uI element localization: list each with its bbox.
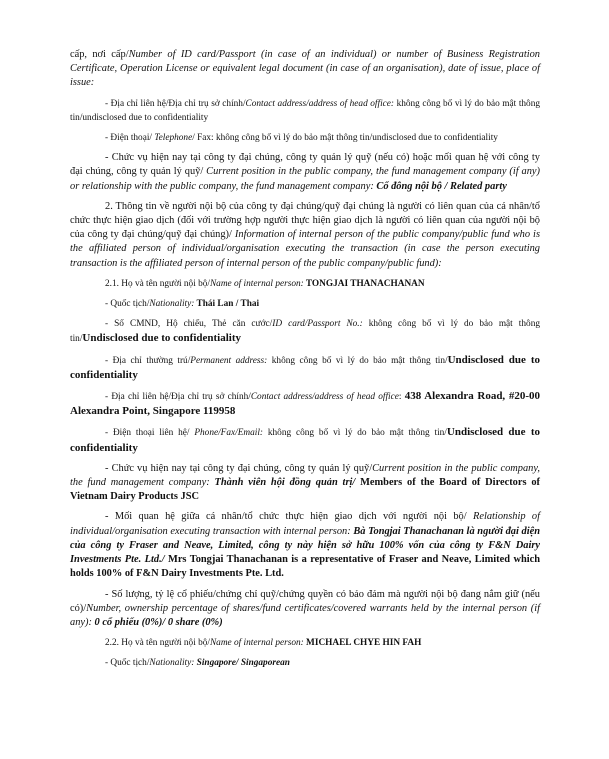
para-phone-fax-email <box>70 425 540 455</box>
section-2-1-name <box>70 277 540 291</box>
para-head-office <box>70 389 540 419</box>
para-phone-fax-email-en: Phone/Fax/Email: <box>194 428 264 439</box>
para-nationality-2-value: Singapore/ Singaporean <box>194 658 290 669</box>
para-head-office-vi: - Địa chỉ liên hệ/Địa chỉ trụ sở chính/ <box>105 392 251 403</box>
para-relationship-value-vi: Bà Tongjai Thanachanan là người đại diện của công ty Fraser and Neave, Limited, công ty này hiện sở hữu 100% vốn của công ty F&N Dairy Investments Pte. Ltd./ <box>70 525 540 566</box>
section-2-2-name-value: MICHAEL CHYE HIN FAH <box>303 638 422 649</box>
para-internal-position-vi: - Chức vụ hiện nay tại công ty đại chúng, công ty quản lý quỹ/ <box>105 462 373 474</box>
para-nationality-1 <box>70 297 540 311</box>
para-id-number-vi: - Số CMND, Hộ chiếu, Thẻ căn cước/ <box>105 319 273 330</box>
para-shareholding-en: Number, ownership percentage of shares/fund certificates/covered warrants held by the internal person (if any): <box>70 602 540 628</box>
para-id-number-en: ID card/Passport No.: <box>272 319 363 330</box>
para-id-document-vi: cấp, nơi cấp/ <box>70 49 129 60</box>
section-2-1-name-en: Name of internal person: <box>209 278 304 289</box>
para-id-document-en: Number of ID card/Passport (in case of an individual) or number of Business Registration Certificate, Operation License or equivalent legal document (in case of an organisation), date of issue, place of issue: <box>70 49 540 89</box>
para-nationality-1-value: Thái Lan / Thai <box>194 299 260 310</box>
para-telephone <box>70 131 540 145</box>
para-nationality-1-en: Nationality: <box>149 299 195 310</box>
para-shareholding-value: 0 cổ phiếu (0%)/ 0 share (0%) <box>94 616 223 628</box>
para-id-number-value-en: Undisclosed due to confidentiality <box>82 332 242 345</box>
para-telephone-en: Telephone <box>154 133 193 144</box>
para-nationality-1-vi: - Quốc tịch/ <box>105 299 150 310</box>
para-permanent-address-value: không công bố vì lý do bảo mật thông tin/ <box>267 355 448 366</box>
para-nationality-2-en: Nationality: <box>149 658 195 669</box>
para-relationship-value-en: Mrs Tongjai Thanachanan is a representative of Fraser and Neave, Limited which holds 100% of F&N Dairy Investments Pte. Ltd. <box>70 554 541 580</box>
para-id-document <box>70 48 540 91</box>
para-phone-fax-email-value-en: Undisclosed due to confidentiality <box>70 426 540 454</box>
para-internal-position <box>70 462 540 505</box>
para-phone-fax-email-vi: - Điện thoại liên hệ/ <box>105 428 195 439</box>
para-shareholding <box>70 588 540 631</box>
para-permanent-address-vi: - Địa chỉ thường trú/ <box>105 355 191 366</box>
para-current-position-vi: - Chức vụ hiện nay tại công ty đại chúng, công ty quản lý quỹ (nếu có) hoặc mối quan hệ với công ty đại chúng, công ty quản lý quỹ/ <box>70 152 540 178</box>
para-permanent-address <box>70 353 540 383</box>
para-permanent-address-value-en: Undisclosed due to confidentiality <box>70 353 540 381</box>
section-2-1-name-vi: 2.1. Họ và tên người nội bộ/ <box>105 278 210 289</box>
para-nationality-2 <box>70 656 540 670</box>
section-2-intro-en: Information of internal person of the public company/public fund who is the affiliated person of individual/organisation executing the transaction (in case the person executing transaction is the affiliated person of internal person of the public company/public fund): <box>70 229 540 269</box>
section-2-2-name <box>70 636 540 650</box>
para-current-position-en: Current position in the public company, the fund management company (if any) or relationship with the public company, the fund management company: <box>70 166 541 192</box>
para-head-office-sep: : <box>398 392 405 403</box>
para-internal-position-en: Current position in the public company, the fund management company: <box>70 462 540 489</box>
para-internal-position-value-vi: Thành viên hội đồng quản trị/ <box>209 477 356 489</box>
section-2-intro <box>70 200 540 271</box>
para-internal-position-value-en: Members of the Board of Directors of Vietnam Dairy Products JSC <box>70 477 540 503</box>
para-current-position-value: Cổ đông nội bộ / Related party <box>376 180 507 192</box>
para-contact-address <box>70 97 540 125</box>
para-contact-address-value: không công bố vì lý do bảo mật thông tin/undisclosed due to confidentiality <box>70 98 540 123</box>
para-telephone-vi: - Điện thoại/ <box>105 133 155 144</box>
para-relationship-en: Relationship of individual/organisation executing transaction with internal person: <box>70 511 540 537</box>
para-permanent-address-en: Permanent address: <box>190 355 268 366</box>
para-contact-address-vi: - Địa chỉ liên hệ/Địa chỉ trụ sở chính/ <box>105 98 246 109</box>
para-phone-fax-email-value: không công bố vì lý do bảo mật thông tin/ <box>263 428 447 439</box>
section-2-2-name-en: Name of internal person: <box>209 638 304 649</box>
para-relationship <box>70 510 540 581</box>
section-2-intro-vi: 2. Thông tin về người nội bộ của công ty đại chúng/quỹ đại chúng là người có liên quan của cá nhân/tổ chức thực hiện giao dịch (đối với trường hợp người thực hiện giao dịch là người có liên quan của người nội bộ của công ty đại chúng/quỹ đại chúng)/ <box>70 200 540 241</box>
para-head-office-value: 438 Alexandra Road, #20-00 Alexandra Point, Singapore 119958 <box>70 390 540 418</box>
section-2-2-name-vi: 2.2. Họ và tên người nội bộ/ <box>105 638 210 649</box>
para-head-office-en: Contact address/address of head office <box>250 392 399 403</box>
para-nationality-2-vi: - Quốc tịch/ <box>105 658 150 669</box>
para-current-position <box>70 151 540 194</box>
para-shareholding-vi: - Số lượng, tỷ lệ cổ phiếu/chứng chỉ quỹ/chứng quyền có bảo đảm mà người nội bộ đang nắm giữ (nếu có)/ <box>70 588 540 614</box>
para-telephone-value: / Fax: không công bố vì lý do bảo mật thông tin/undisclosed due to confidentiality <box>192 133 498 144</box>
para-id-number <box>70 317 540 346</box>
section-2-1-name-value: TONGJAI THANACHANAN <box>303 278 425 289</box>
para-relationship-vi: - Mối quan hệ giữa cá nhân/tổ chức thực hiện giao dịch với người nội bộ/ <box>105 511 473 523</box>
document-page <box>70 48 540 677</box>
para-id-number-value: không công bố vì lý do bảo mật thông tin/ <box>70 319 540 345</box>
para-contact-address-en: Contact address/address of head office: <box>245 98 395 109</box>
